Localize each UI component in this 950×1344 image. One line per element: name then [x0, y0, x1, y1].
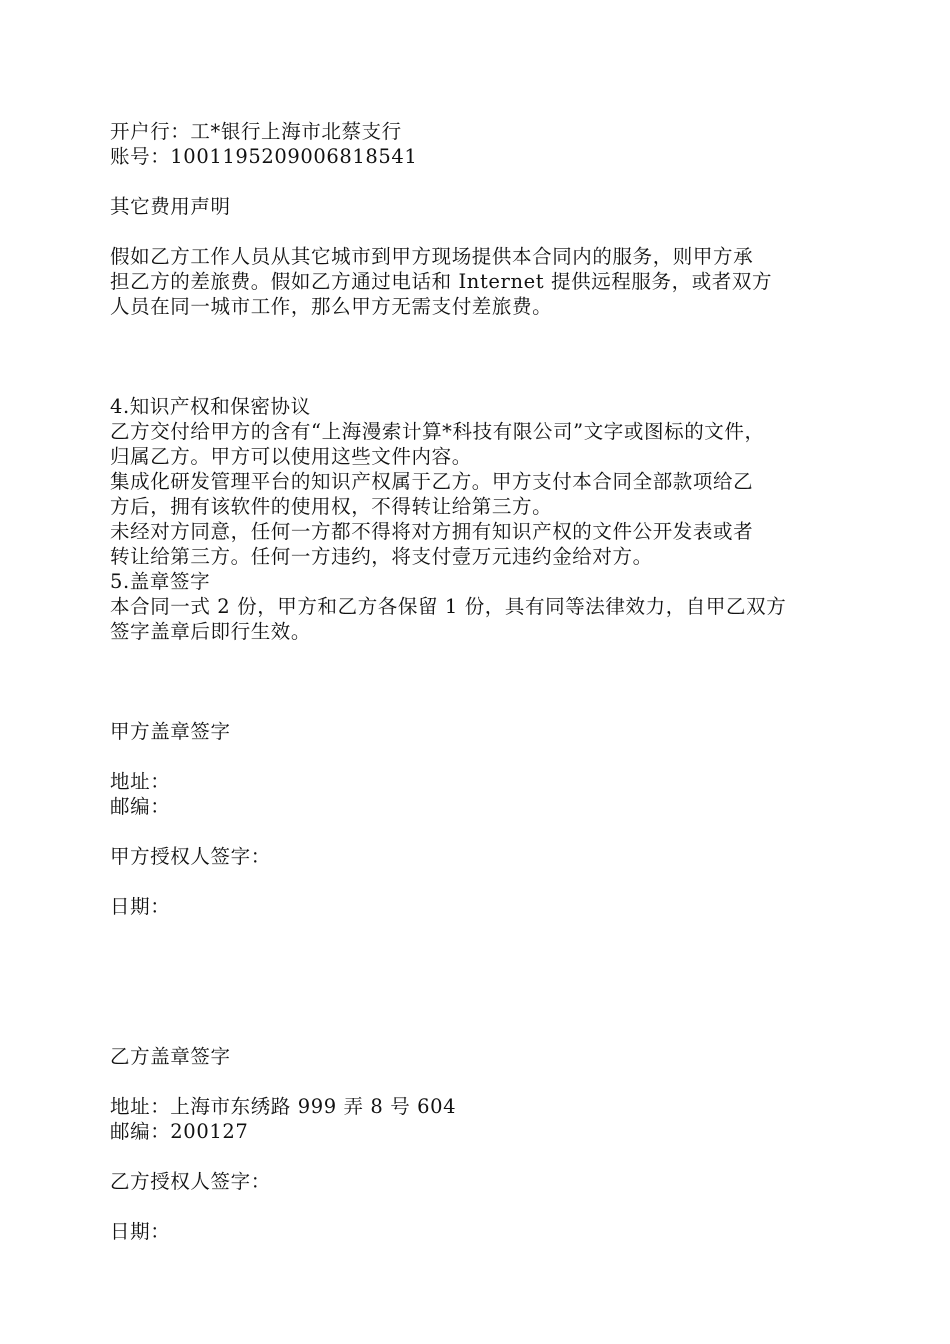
- party-b-title: 乙方盖章签字: [110, 1045, 231, 1068]
- other-fees-line: 人员在同一城市工作，那么甲方无需支付差旅费。: [110, 295, 553, 318]
- other-fees-line: 担乙方的差旅费。假如乙方通过电话和 Internet 提供远程服务，或者双方: [110, 270, 773, 293]
- ip-section-line: 未经对方同意，任何一方都不得将对方拥有知识产权的文件公开发表或者: [110, 520, 754, 543]
- party-a-title: 甲方盖章签字: [110, 720, 231, 743]
- seal-section-line: 本合同一式 2 份，甲方和乙方各保留 1 份，具有同等法律效力，自甲乙双方: [110, 595, 787, 618]
- party-a-postcode: 邮编：: [110, 795, 171, 818]
- party-a-address: 地址：: [110, 770, 171, 793]
- ip-section-heading: 4.知识产权和保密协议: [110, 395, 311, 418]
- seal-section-line: 签字盖章后即行生效。: [110, 620, 312, 643]
- party-b-authorized-signature: 乙方授权人签字：: [110, 1170, 271, 1193]
- party-b-postcode: 邮编：200127: [110, 1120, 249, 1143]
- ip-section-line: 转让给第三方。任何一方违约，将支付壹万元违约金给对方。: [110, 545, 653, 568]
- party-b-address: 地址：上海市东绣路 999 弄 8 号 604: [110, 1095, 457, 1118]
- account-number: 账号：1001195209006818541: [110, 145, 418, 168]
- ip-section-line: 归属乙方。甲方可以使用这些文件内容。: [110, 445, 472, 468]
- ip-section-line: 乙方交付给甲方的含有“上海漫索计算*科技有限公司”文字或图标的文件，: [110, 420, 765, 443]
- other-fees-line: 假如乙方工作人员从其它城市到甲方现场提供本合同内的服务，则甲方承: [110, 245, 754, 268]
- other-fees-heading: 其它费用声明: [110, 195, 231, 218]
- party-b-date: 日期：: [110, 1220, 171, 1243]
- ip-section-line: 集成化研发管理平台的知识产权属于乙方。甲方支付本合同全部款项给乙: [110, 470, 754, 493]
- party-a-authorized-signature: 甲方授权人签字：: [110, 845, 271, 868]
- bank-name: 开户行：工*银行上海市北蔡支行: [110, 120, 402, 143]
- ip-section-line: 方后，拥有该软件的使用权，不得转让给第三方。: [110, 495, 553, 518]
- seal-section-heading: 5.盖章签字: [110, 570, 211, 593]
- party-a-date: 日期：: [110, 895, 171, 918]
